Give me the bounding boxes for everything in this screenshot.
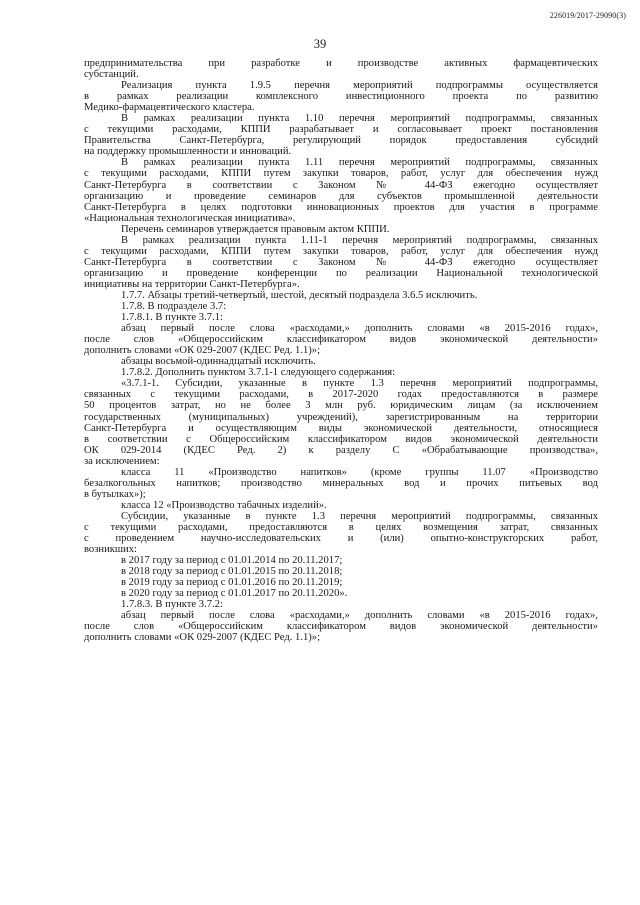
paragraph <box>84 378 598 466</box>
paragraph <box>84 312 598 323</box>
text-line: после слов «Общероссийским классификатором видов экономической деятельности» <box>84 334 598 346</box>
paragraph <box>84 80 598 113</box>
text-line: Медико-фармацевтического кластера. <box>84 102 255 114</box>
text-line: предпринимательства при разработке и производстве активных фармацевтических <box>84 58 598 69</box>
text-line: в 2019 году за период с 01.01.2016 по 20.11.2019; <box>121 577 343 589</box>
text-line: инициативы на территории Санкт-Петербурга». <box>84 278 300 290</box>
text-line: Субсидии, указанные в пункте 1.3 перечня мероприятий подпрограммы, связанных <box>121 510 598 522</box>
text-line: организацию и проведение семинаров для субъектов промышленной деятельности <box>84 190 598 202</box>
paragraph <box>84 235 598 290</box>
paragraph <box>84 555 598 566</box>
text-line: после слов «Общероссийским классификатором видов экономической деятельности» <box>84 621 598 633</box>
text-line: класса 11 «Производство напитков» (кроме группы 11.07 «Производство <box>121 466 598 478</box>
paragraph <box>84 356 598 367</box>
document-body <box>84 58 598 643</box>
document-registration-number: 226019/2017-29090(3) <box>549 11 626 20</box>
text-line: 1.7.8.3. В пункте 3.7.2: <box>121 599 223 611</box>
text-line: с текущими расходами, КППИ путем закупки товаров, работ, услуг для обеспечения нужд <box>84 168 598 180</box>
paragraph <box>84 157 598 223</box>
page-number: 39 <box>313 37 327 51</box>
text-line: в 2020 году за период с 01.01.2017 по 20.11.2020». <box>121 588 348 600</box>
text-line: с текущими расходами, предоставляются в целях возмещения затрат, связанных <box>84 521 598 533</box>
text-line: «Национальная технологическая инициатива». <box>84 212 296 224</box>
text-line: в соответствии с Общероссийским классификатором видов экономической деятельности <box>84 433 598 445</box>
text-line: субстанций. <box>84 69 139 81</box>
text-line: с текущими расходами, КППИ разрабатывает и согласовывает проект постановления <box>84 124 598 136</box>
text-line: 1.7.7. Абзацы третий-четвертый, шестой, десятый подраздела 3.6.5 исключить. <box>121 289 478 301</box>
text-line: организацию и проведение конференции по реализации Национальной технологической <box>84 267 598 279</box>
text-line: дополнить словами «ОК 029-2007 (КДЕС Ред. 1.1)»; <box>84 345 321 357</box>
text-line: за исключением: <box>84 455 160 467</box>
text-line: в 2017 году за период с 01.01.2014 по 20.11.2017; <box>121 555 343 567</box>
text-line: класса 12 «Производство табачных изделий». <box>121 499 327 511</box>
text-line: Санкт-Петербурга и осуществляющим виды экономической деятельности, относящиеся <box>84 422 598 434</box>
text-line: В рамках реализации пункта 1.11-1 перечня мероприятий подпрограммы, связанных <box>121 234 598 246</box>
text-line: Санкт-Петербурга в целях подготовки инновационных проектов для участия в программе <box>84 201 598 213</box>
paragraph <box>84 599 598 610</box>
text-line: в бутылках»); <box>84 488 146 500</box>
text-line: 1.7.8.2. Дополнить пунктом 3.7.1-1 следующего содержания: <box>121 367 396 379</box>
text-line: с проведением научно-исследовательских и (или) опытно-конструкторских работ, <box>84 533 598 545</box>
text-line: безалкогольных напитков; производство минеральных вод и прочих питьевых вод <box>84 477 598 489</box>
text-line: 1.7.8.1. В пункте 3.7.1: <box>121 312 223 324</box>
paragraph <box>84 290 598 301</box>
text-line: дополнить словами «ОК 029-2007 (КДЕС Ред. 1.1)»; <box>84 632 321 644</box>
text-line: с текущими расходами, КППИ путем закупки товаров, работ, услуг для обеспечения нужд <box>84 245 598 257</box>
paragraph <box>84 323 598 356</box>
text-line: Перечень семинаров утверждается правовым актом КППИ. <box>121 223 390 235</box>
paragraph <box>84 467 598 500</box>
paragraph <box>84 224 598 235</box>
paragraph <box>84 58 598 80</box>
text-line: Санкт-Петербурга в соответствии с Законом № 44-ФЗ ежегодно осуществляет <box>84 256 598 268</box>
text-line: ОК 029-2014 (КДЕС Ред. 2) к разделу С «Обрабатывающие производства», <box>84 444 598 456</box>
text-line: Реализация пункта 1.9.5 перечня мероприятий подпрограммы осуществляется <box>121 80 598 92</box>
text-line: на поддержку промышленности и инноваций. <box>84 146 292 158</box>
paragraph <box>84 113 598 157</box>
text-line: 1.7.8. В подразделе 3.7: <box>121 301 227 313</box>
text-line: «3.7.1-1. Субсидии, указанные в пункте 1.3 перечня мероприятий подпрограммы, <box>121 378 598 390</box>
text-line: 50 процентов затрат, но не более 3 млн руб. юридическим лицам (за исключением <box>84 400 598 412</box>
paragraph <box>84 511 598 555</box>
text-line: государственных (муниципальных) учреждений), зарегистрированным на территории <box>84 411 598 423</box>
paragraph <box>84 301 598 312</box>
text-line: абзац первый после слова «расходами,» дополнить словами «в 2015-2016 годах», <box>121 323 598 335</box>
text-line: абзац первый после слова «расходами,» дополнить словами «в 2015-2016 годах», <box>121 610 598 622</box>
text-line: Санкт-Петербурга в соответствии с Законом № 44-ФЗ ежегодно осуществляет <box>84 179 598 191</box>
text-line: В рамках реализации пункта 1.10 перечня мероприятий подпрограммы, связанных <box>121 113 598 125</box>
text-line: в рамках реализации комплексного инвестиционного проекта по развитию <box>84 91 598 103</box>
paragraph <box>84 367 598 378</box>
paragraph <box>84 610 598 643</box>
paragraph <box>84 500 598 511</box>
text-line: в 2018 году за период с 01.01.2015 по 20.11.2018; <box>121 566 343 578</box>
paragraph <box>84 577 598 588</box>
text-line: возникших: <box>84 544 137 556</box>
text-line: абзацы восьмой-одиннадцатый исключить. <box>121 356 316 368</box>
text-line: В рамках реализации пункта 1.11 перечня мероприятий подпрограммы, связанных <box>121 157 598 169</box>
text-line: связанных с текущими расходами, в 2017-2020 годах предоставляются в размере <box>84 389 598 401</box>
text-line: Правительства Санкт-Петербурга, регулирующий порядок предоставления субсидий <box>84 135 598 147</box>
paragraph <box>84 566 598 577</box>
paragraph <box>84 588 598 599</box>
